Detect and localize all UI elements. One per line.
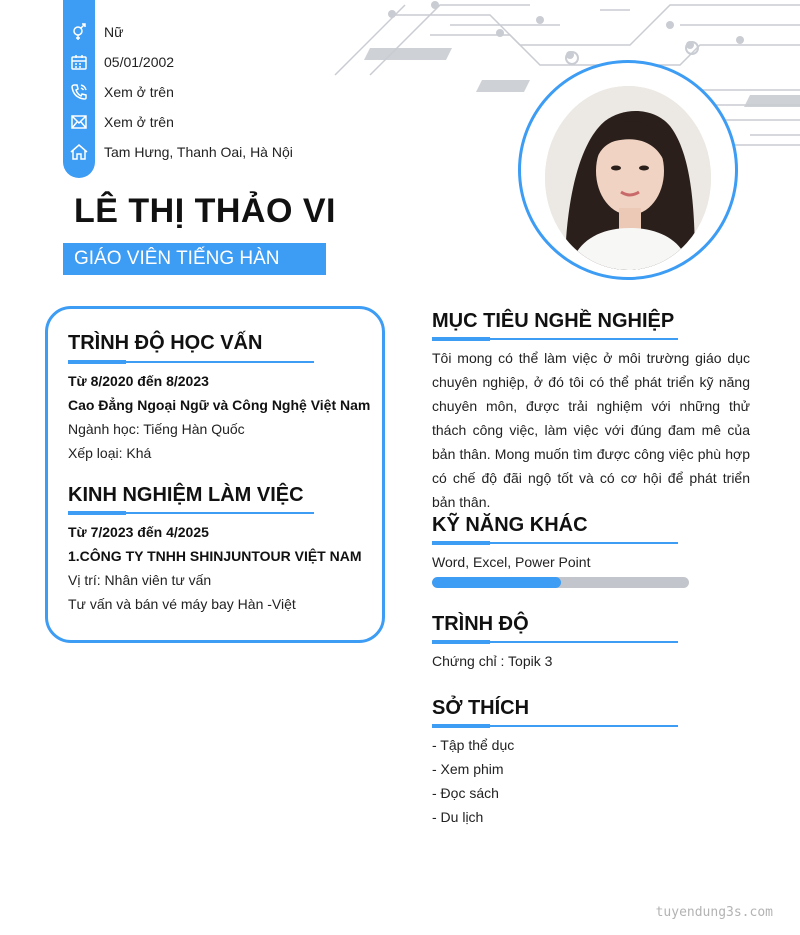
contact-gender [63, 17, 293, 47]
experience-position: Vị trí: Nhân viên tư vấn [68, 572, 212, 588]
objective-heading: MỤC TIÊU NGHỀ NGHIỆP [432, 310, 675, 332]
phone-text: Xem ở trên [104, 84, 174, 100]
contact-list [63, 17, 293, 167]
mail-icon [63, 107, 95, 137]
level-heading: TRÌNH ĐỘ [432, 613, 529, 635]
objective-text: Tôi mong có thể làm việc ở môi trường giáo dục chuyên nghiệp, ở đó tôi có thể phát triển kỹ năng chuyên môn, được trải nghiệm với những thử thách công việc, làm việc với đúng đam mê của bản thân. Mong muốn tìm được công việc phù hợp có chế độ đãi ngộ tốt và có cơ hội để phát triển bản thân. [432, 350, 750, 510]
hobby-item: - Du lịch [432, 809, 484, 825]
email-text: Xem ở trên [104, 114, 174, 130]
contact-phone [63, 77, 293, 107]
education-grade: Xếp loại: Khá [68, 445, 152, 461]
gender-text: Nữ [104, 24, 124, 40]
education-major: Ngành học: Tiếng Hàn Quốc [68, 421, 245, 437]
experience-description: Tư vấn và bán vé máy bay Hàn -Việt [68, 596, 296, 612]
experience-period: Từ 7/2023 đến 4/2025 [68, 524, 209, 540]
phone-icon [63, 77, 95, 107]
experience-heading: KINH NGHIỆM LÀM VIỆC [68, 484, 304, 506]
hobbies-underline [432, 725, 678, 727]
birthday-text: 05/01/2002 [104, 54, 175, 70]
hobby-item: - Đọc sách [432, 785, 499, 801]
avatar [545, 86, 711, 270]
hobby-item: - Tập thể dục [432, 737, 515, 753]
watermark: tuyendung3s.com [655, 905, 773, 920]
education-school: Cao Đẳng Ngoại Ngữ và Công Nghệ Việt Nam [68, 397, 371, 413]
contact-birthday [63, 47, 293, 77]
education-period: Từ 8/2020 đến 8/2023 [68, 373, 209, 389]
education-experience-box [45, 306, 385, 643]
skills-heading: KỸ NĂNG KHÁC [432, 514, 588, 536]
education-underline [68, 361, 314, 363]
candidate-name: LÊ THỊ THẢO VI [74, 192, 336, 230]
skill-item: Word, Excel, Power Point [432, 554, 591, 570]
gender-icon [63, 17, 95, 47]
experience-underline [68, 512, 314, 514]
level-underline [432, 641, 678, 643]
home-icon [63, 137, 95, 167]
experience-company: 1.CÔNG TY TNHH SHINJUNTOUR VIỆT NAM [68, 548, 362, 564]
contact-email [63, 107, 293, 137]
certificate-text: Chứng chỉ : Topik 3 [432, 653, 553, 669]
address-text: Tam Hưng, Thanh Oai, Hà Nội [104, 144, 293, 160]
skill-level-fill [432, 577, 561, 588]
skill-level-bar [432, 577, 689, 588]
hobbies-heading: SỞ THÍCH [432, 697, 530, 719]
hobby-item: - Xem phim [432, 761, 504, 777]
job-title-banner [63, 243, 326, 275]
job-title: GIÁO VIÊN TIẾNG HÀN [74, 248, 280, 269]
skills-underline [432, 542, 678, 544]
contact-address [63, 137, 293, 167]
calendar-icon [63, 47, 95, 77]
objective-underline [432, 338, 678, 340]
education-heading: TRÌNH ĐỘ HỌC VẤN [68, 332, 263, 354]
